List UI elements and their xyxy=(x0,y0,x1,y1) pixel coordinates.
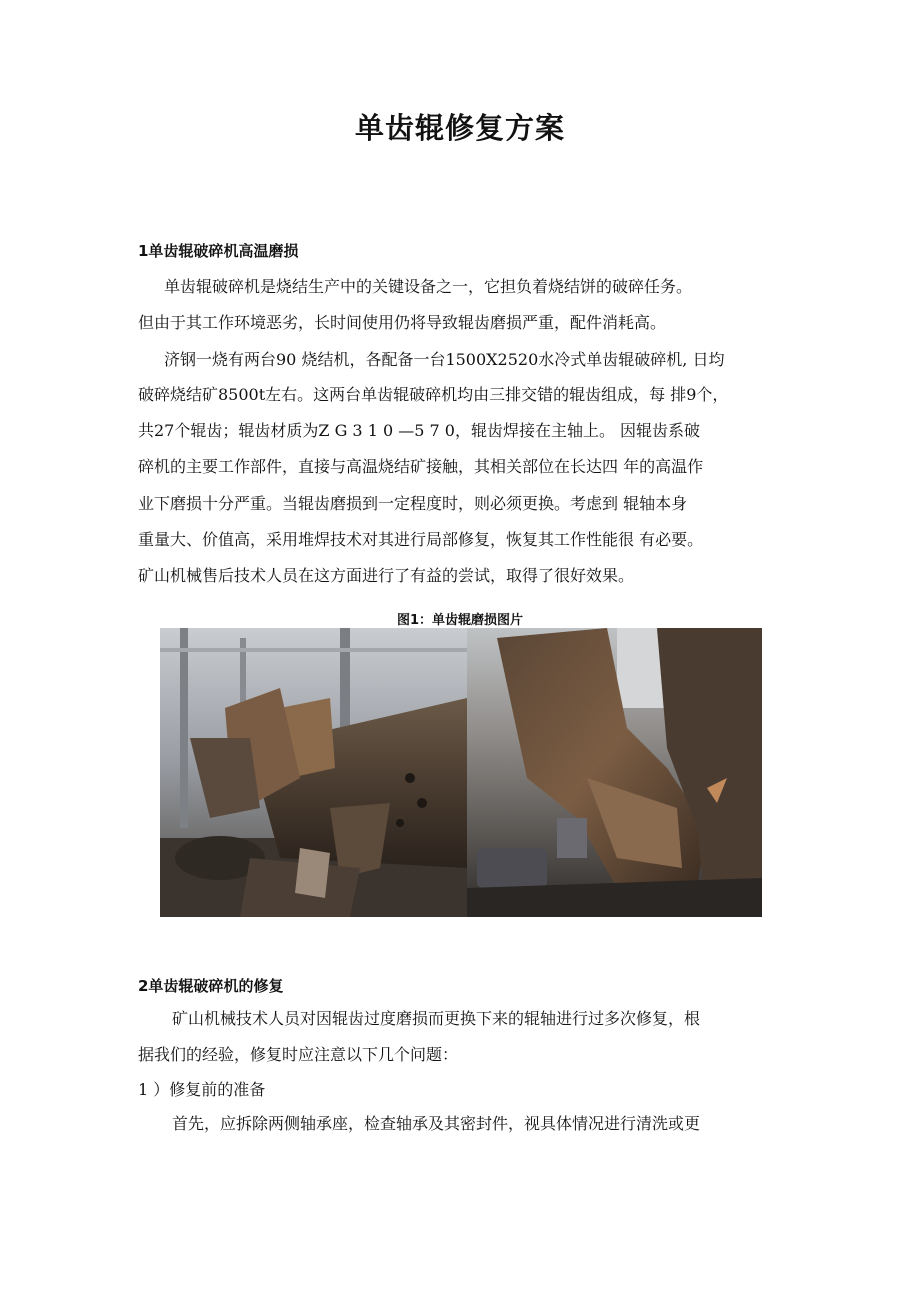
document-title: 单齿辊修复方案 xyxy=(354,111,565,145)
section2-line-4: 首先，应拆除两侧轴承座，检查轴承及其密封件，视具体情况进行清洗或更 xyxy=(172,1114,701,1133)
section1-line-6: 碎机的主要工作部件，直接与高温烧结矿接触，其相关部位在长达四 年的高温作 xyxy=(138,457,704,476)
section1-line-1: 单齿辊破碎机是烧结生产中的关键设备之一，它担负着烧结饼的破碎任务。 xyxy=(164,277,693,296)
section1-line-5: 共27个辊齿；辊齿材质为Z G 3 1 0 —5 7 0，辊齿焊接在主轴上。 因辊齿系破 xyxy=(138,421,701,440)
section1-line-3: 济钢一烧有两台90 烧结机，各配备一台1500X2520水冷式单齿辊破碎机, 日均 xyxy=(164,350,725,369)
section1-line-7: 业下磨损十分严重。当辊齿磨损到一定程度时，则必须更换。考虑到 辊轴本身 xyxy=(138,494,688,513)
section2-line-1: 矿山机械技术人员对因辊齿过度磨损而更换下来的辊轴进行过多次修复，根 xyxy=(172,1009,701,1028)
section1-line-9: 矿山机械售后技术人员在这方面进行了有益的尝试，取得了很好效果。 xyxy=(138,566,635,585)
section1-line-8: 重量大、价值高，采用堆焊技术对其进行局部修复，恢复其工作性能很 有必要。 xyxy=(138,530,704,549)
roller-wear-photo-right xyxy=(467,628,762,917)
figure-caption: 图1：单齿辊磨损图片 xyxy=(396,613,524,628)
section2-line-3: 1 ）修复前的准备 xyxy=(138,1080,266,1099)
section2-heading: 2单齿辊破碎机的修复 xyxy=(138,977,284,995)
section1-line-4: 破碎烧结矿8500t左右。这两台单齿辊破碎机均由三排交错的辊齿组成，每 排9个， xyxy=(138,385,729,404)
section1-heading: 1单齿辊破碎机高温磨损 xyxy=(138,242,299,260)
section2-line-2: 据我们的经验，修复时应注意以下几个问题： xyxy=(138,1045,459,1064)
roller-wear-photo-left xyxy=(160,628,467,917)
section1-line-2: 但由于其工作环境恶劣，长时间使用仍将导致辊齿磨损严重，配件消耗高。 xyxy=(138,313,667,332)
